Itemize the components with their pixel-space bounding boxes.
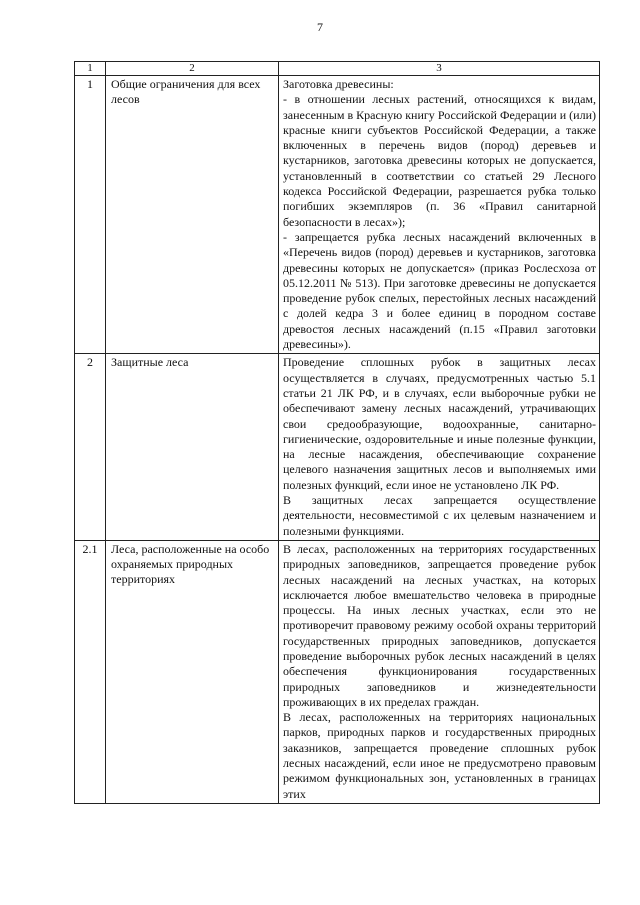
column-header-2: 2 [106,62,279,76]
paragraph: В защитных лесах запрещается осуществление деятельности, несовместимой с их целевым назначением и полезными функциями. [283,493,596,538]
restrictions-table [74,61,600,804]
table-row [75,354,600,541]
paragraph: - запрещается рубка лесных насаждений включенных в «Перечень видов (пород) деревьев и кустарников, заготовка древесины которых не допускается» (приказ Рослесхоза от 05.12.2011 № 513). При заготовке древесины не допускается проведение рубок спелых, перестойных лесных насаждений с долей кедра 3 и более единиц в породном составе древостоя лесных насаждений (п.15 «Правил заготовки древесины»). [283,229,596,352]
table-row [75,76,600,354]
restrictions-text [279,540,600,803]
forest-category: Леса, расположенные на особо охраняемых природных территориях [106,540,279,803]
restrictions-text [279,76,600,354]
header-row [75,62,600,76]
column-header-1: 1 [75,62,106,76]
row-number: 1 [75,76,106,354]
forest-category: Защитные леса [106,354,279,541]
row-number: 2.1 [75,540,106,803]
column-header-3: 3 [279,62,600,76]
paragraph: Проведение сплошных рубок в защитных лесах осуществляется в случаях, предусмотренных частью 5.1 статьи 21 ЛК РФ, и в случаях, если выборочные рубки не обеспечивают замену лесных насаждений, утрачивающих свои средообразующие, водоохранные, санитарно-гигиенические, оздоровительные и иные полезные функции, на лесные насаждения, обеспечивающие сохранение целевого назначения защитных лесов и выполняемых ими полезных функций, если иное не установлено ЛК РФ. [283,355,596,492]
paragraph: В лесах, расположенных на территориях государственных природных заповедников, запрещается проведение рубок лесных насаждений на лесных участках, на которых исключается любое вмешательство человека в природные процессы. На иных лесных участках, если это не противоречит правовому режиму особой охраны территорий государственных природных заповедников, допускается проведение выборочных рубок лесных насаждений в целях обеспечения функционирования государственных природных заповедников и жизнедеятельности проживающих в их пределах граждан. [283,541,596,709]
table-row [75,540,600,803]
page-number: 7 [317,20,323,34]
paragraph: В лесах, расположенных на территориях национальных парков, природных парков и государственных природных заказников, запрещается проведение сплошных рубок лесных насаждений, если иное не предусмотрено правовым режимом функциональных зон, установленных в границах этих [283,710,596,801]
row-number: 2 [75,354,106,541]
forest-category: Общие ограничения для всех лесов [106,76,279,354]
restrictions-text [279,354,600,541]
paragraph: Заготовка древесины: [283,77,394,91]
paragraph: - в отношении лесных растений, относящихся к видам, занесенным в Красную книгу Российской Федерации и (или) красные книги субъектов Российской Федерации, а также включенных в перечень видов (пород) деревьев и кустарников, заготовка древесины которых не допускается, установленный в соответствии со статьей 29 Лесного кодекса Российской Федерации, разрешается рубка только погибших экземпляров (п. 36 «Правил санитарной безопасности в лесах»); [283,92,596,229]
